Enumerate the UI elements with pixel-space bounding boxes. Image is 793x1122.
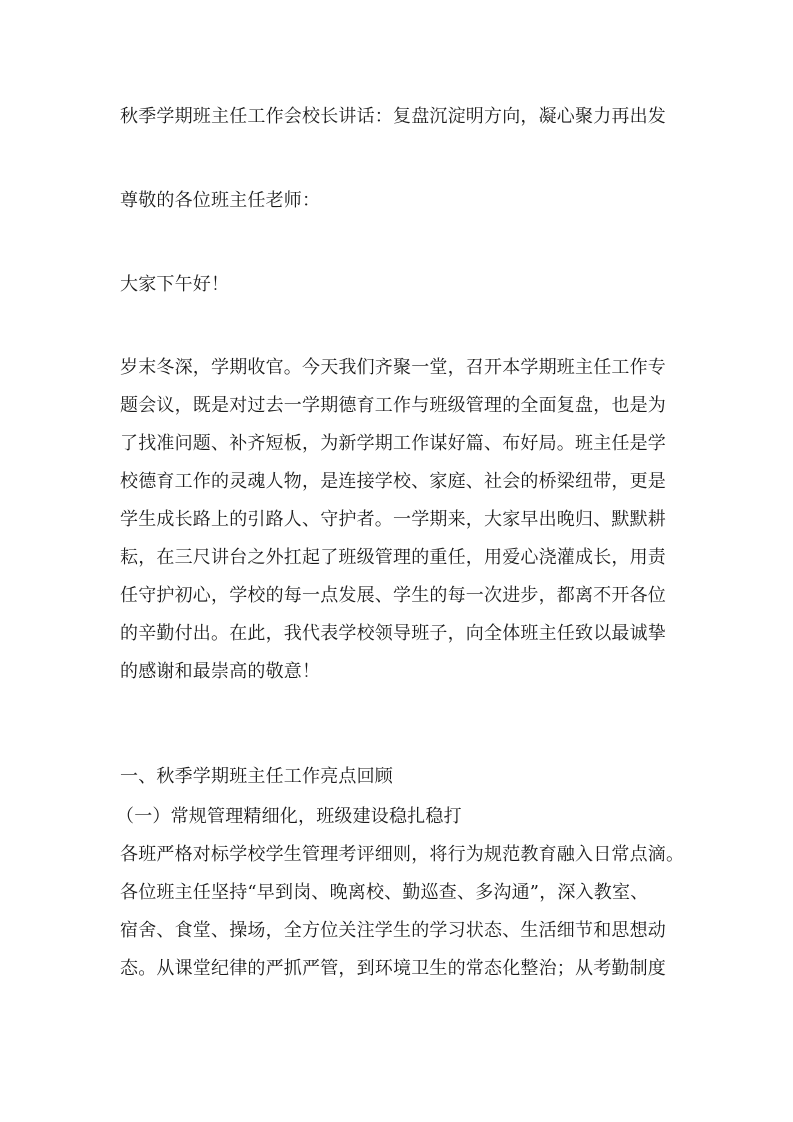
paragraph-line: 任守护初心，学校的每一点发展、学生的每一次进步，都离不开各位: [120, 585, 666, 606]
paragraph-line: 题会议，既是对过去一学期德育工作与班级管理的全面复盘，也是为: [120, 395, 666, 416]
paragraph-line: 的辛勤付出。在此，我代表学校领导班子，向全体班主任致以最诚挚: [120, 623, 666, 644]
paragraph-line: 各班严格对标学校学生管理考评细则，将行为规范教育融入日常点滴。: [120, 844, 685, 865]
paragraph-line: 耘，在三尺讲台之外扛起了班级管理的重任，用爱心浇灌成长，用责: [120, 547, 666, 568]
intro-paragraph: [120, 349, 690, 691]
greeting: 大家下午好！: [120, 274, 230, 295]
paragraph-line: 岁末冬深，学期收官。今天我们齐聚一堂，召开本学期班主任工作专: [120, 357, 666, 378]
paragraph-line: 校德育工作的灵魂人物，是连接学校、家庭、社会的桥梁纽带，更是: [120, 471, 666, 492]
paragraph-line: 态。从课堂纪律的严抓严管，到环境卫生的常态化整治；从考勤制度: [120, 958, 666, 979]
paragraph-line: 的感谢和最崇高的敬意！: [120, 661, 321, 682]
paragraph-line: 各位班主任坚持“早到岗、晚离校、勤巡查、多沟通”，深入教室、: [120, 882, 649, 903]
subsection-heading: （一）常规管理精细化，班级建设稳扎稳打: [116, 806, 462, 827]
document-title: 秋季学期班主任工作会校长讲话：复盘沉淀明方向，凝心聚力再出发: [120, 106, 666, 127]
paragraph-line: 宿舍、食堂、操场，全方位关注学生的学习状态、生活细节和思想动: [120, 920, 666, 941]
salutation: 尊敬的各位班主任老师：: [120, 190, 321, 211]
subsection-paragraph: [120, 836, 690, 988]
section-heading: 一、秋季学期班主任工作亮点回顾: [120, 766, 393, 787]
paragraph-line: 学生成长路上的引路人、守护者。一学期来，大家早出晚归、默默耕: [120, 509, 666, 530]
paragraph-line: 了找准问题、补齐短板，为新学期工作谋好篇、布好局。班主任是学: [120, 433, 666, 454]
